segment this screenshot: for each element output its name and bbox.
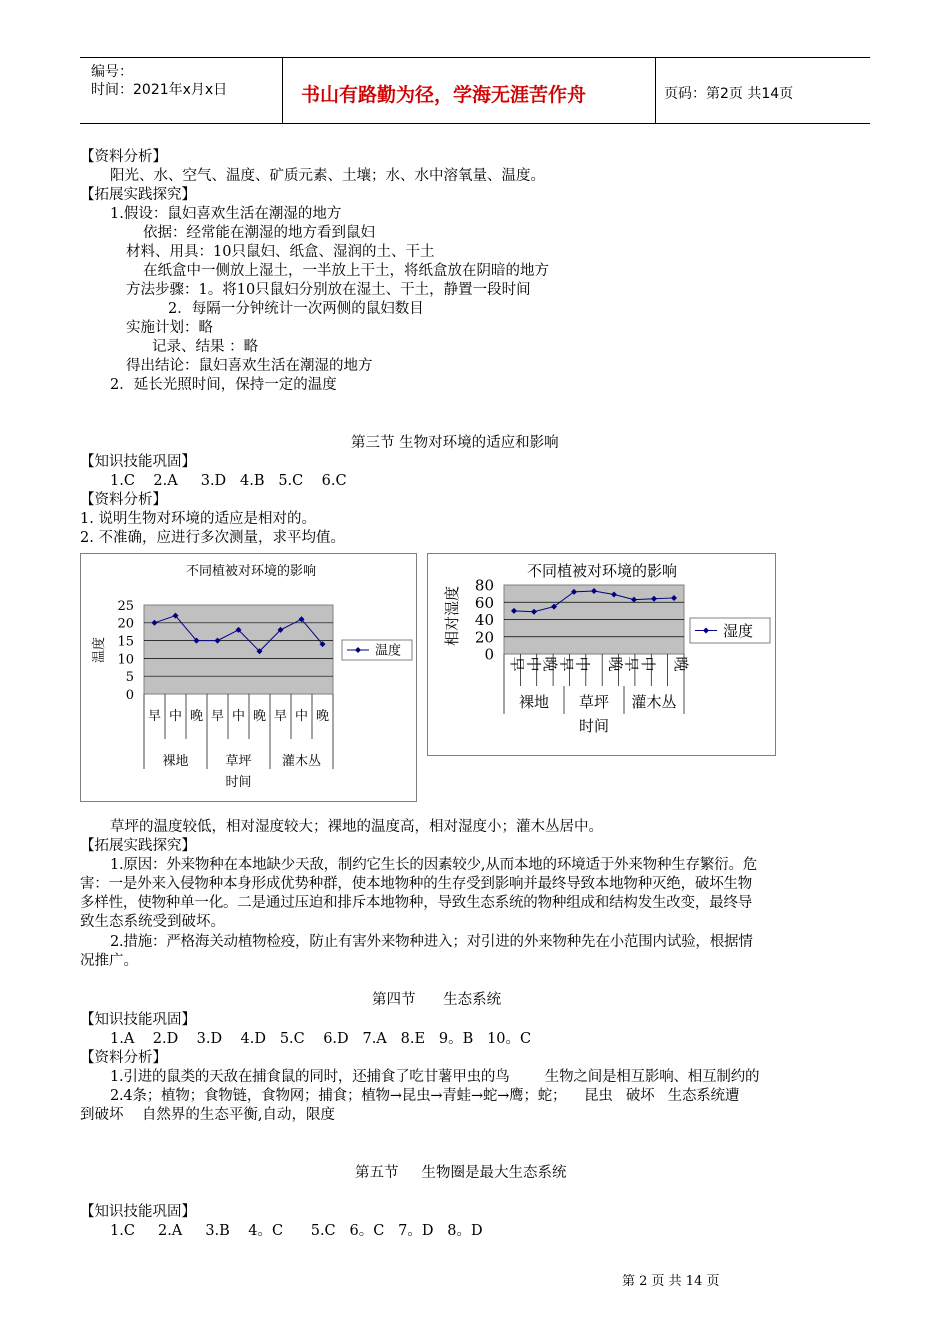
x-tick-label: 早: [210, 709, 225, 724]
answer-line: 1.A 2.D 3.D 4.D 5.C 6.D 7.A 8.E 9。B 10。C: [110, 1031, 532, 1047]
paragraph: 1.原因：外来物种在本地缺少天敌，制约它生长的因素较少,从而本地的环境适于外来物种生存繁衍。危: [110, 857, 758, 873]
section-title: 第五节 生物圈是最大生态系统: [355, 1165, 567, 1181]
temperature-chart: [80, 553, 417, 802]
x-tick-label: 中: [168, 709, 183, 724]
humidity-chart-svg: [428, 554, 775, 755]
legend-label: 湿度: [723, 621, 754, 640]
x-tick-label: 晚: [252, 709, 267, 724]
y-tick-label: 15: [117, 634, 134, 650]
x-tick-label: 晚: [606, 656, 625, 672]
section-heading: 【知识技能巩固】: [80, 1204, 196, 1220]
paragraph: 得出结论：鼠妇喜欢生活在潮湿的地方: [126, 358, 373, 374]
x-tick-label: 晚: [315, 709, 330, 724]
x-axis-label: 时间: [225, 775, 252, 790]
paragraph: 2. 不准确，应进行多次测量，求平均值。: [80, 530, 345, 546]
y-tick-label: 40: [474, 611, 494, 630]
x-tick-label: 早: [147, 709, 162, 724]
paragraph: 害：一是外来入侵物种本身形成优势种群，使本地物种的生存受到影响并最终导致本地物种灭绝，破坏生物: [80, 876, 753, 892]
page-footer: 第 2 页 共 14 页: [622, 1274, 720, 1289]
section-title: 第四节 生态系统: [372, 992, 502, 1008]
y-tick-label: 80: [474, 576, 494, 595]
paragraph: 1.假设：鼠妇喜欢生活在潮湿的地方: [110, 206, 342, 222]
section-title: 第三节 生物对环境的适应和影响: [351, 435, 559, 451]
x-tick-label: 晚: [671, 656, 690, 672]
paragraph: 1. 说明生物对环境的适应是相对的。: [80, 511, 316, 527]
header-number-label: 编号：: [91, 64, 133, 80]
chart-title: 不同植被对环境的影响: [526, 562, 678, 580]
x-axis-label: 时间: [578, 717, 610, 735]
section-heading: 【拓展实践探究】: [80, 187, 196, 203]
header-page-label: 页码：第2页 共14页: [664, 86, 794, 102]
paragraph: 记录、结果 ：略: [152, 339, 259, 355]
x-tick-label: 中: [231, 709, 246, 724]
x-group-label: 灌木丛: [631, 693, 677, 711]
paragraph: 草坪的温度较低，相对湿度较大；裸地的温度高，相对湿度小；灌木丛居中。: [110, 819, 603, 835]
y-tick-label: 10: [117, 652, 134, 668]
x-group-label: 灌木丛: [281, 754, 322, 769]
paragraph: 方法步骤：1。将10只鼠妇分别放在湿土、干土，静置一段时间: [126, 282, 531, 298]
x-tick-label: 中: [573, 656, 592, 672]
paragraph: 在纸盒中一侧放上湿土，一半放上干土，将纸盒放在阴暗的地方: [143, 263, 549, 279]
y-tick-label: 60: [474, 593, 494, 612]
paragraph: 1.引进的鼠类的天敌在捕食鼠的同时，还捕食了吃甘薯甲虫的鸟 生物之间是相互影响、相互制约的: [110, 1069, 760, 1085]
section-heading: 【拓展实践探究】: [80, 838, 196, 854]
y-tick-label: 0: [125, 687, 134, 703]
x-tick-label: 晚: [189, 709, 204, 724]
x-tick-label: 中: [294, 709, 309, 724]
header-motto: 书山有路勤为径，学海无涯苦作舟: [301, 84, 587, 106]
answer-line: 1.C 2.A 3.B 4。C 5.C 6。C 7。D 8。D: [110, 1223, 483, 1239]
plot-area: [144, 605, 333, 694]
header-time-label: 时间：2021年x月x日: [91, 82, 228, 98]
paragraph: 2.4条；植物；食物链，食物网；捕食；植物→昆虫→青蛙→蛇→鹰；蛇； 昆虫 破坏 生态系统遭: [110, 1088, 740, 1104]
x-tick-label: 中: [524, 656, 543, 672]
paragraph: 到破坏 自然界的生态平衡,自动，限度: [80, 1107, 336, 1123]
section-heading: 【资料分析】: [80, 149, 167, 165]
x-tick-label: 早: [273, 709, 288, 724]
paragraph: 依据：经常能在潮湿的地方看到鼠妇: [143, 225, 375, 241]
paragraph: 2．延长光照时间，保持一定的温度: [110, 377, 337, 393]
y-tick-label: 0: [484, 645, 494, 664]
x-group-label: 草坪: [225, 754, 252, 769]
legend-label: 温度: [375, 643, 402, 659]
paragraph: 致生态系统受到破坏。: [80, 914, 225, 930]
answer-line: 1.C 2.A 3.D 4.B 5.C 6.C: [110, 473, 347, 489]
section-heading: 【资料分析】: [80, 492, 167, 508]
chart-title: 不同植被对环境的影响: [185, 564, 317, 579]
paragraph: 多样性，使物种单一化。二是通过压迫和排斥本地物种，导致生态系统的物种组成和结构发生改变，最终导: [80, 895, 753, 911]
paragraph: 2.措施：严格海关动植物检疫，防止有害外来物种进入；对引进的外来物种先在小范围内试验，根据情: [110, 934, 753, 950]
paragraph: 阳光、水、空气、温度、矿质元素、土壤；水、水中溶氧量、温度。: [110, 168, 545, 184]
y-tick-label: 25: [117, 598, 134, 614]
x-group-label: 裸地: [162, 754, 189, 769]
header-divider-right: [655, 57, 656, 124]
section-heading: 【知识技能巩固】: [80, 454, 196, 470]
humidity-chart: [427, 553, 776, 756]
x-tick-label: 早: [622, 656, 641, 672]
y-tick-label: 5: [125, 670, 134, 686]
paragraph: 2．每隔一分钟统计一次两侧的鼠妇数目: [168, 301, 424, 317]
x-tick-label: 晚: [540, 656, 559, 672]
header-divider-left: [282, 57, 283, 124]
y-axis-label: 温度: [92, 636, 107, 664]
paragraph: 况推广。: [80, 953, 138, 969]
paragraph: 材料、用具：10只鼠妇、纸盒、湿润的土、干土: [126, 244, 435, 260]
paragraph: 实施计划：略: [126, 320, 213, 336]
header-top-rule: [80, 57, 870, 58]
y-tick-label: 20: [117, 616, 134, 632]
temperature-chart-svg: [81, 554, 416, 801]
x-group-label: 裸地: [518, 693, 550, 711]
section-heading: 【知识技能巩固】: [80, 1012, 196, 1028]
section-heading: 【资料分析】: [80, 1050, 167, 1066]
y-axis-label: 相对湿度: [443, 585, 461, 647]
header-bottom-rule: [80, 123, 870, 124]
y-tick-label: 20: [474, 628, 494, 647]
x-tick-label: 中: [639, 656, 658, 672]
x-tick-label: 早: [557, 656, 576, 672]
x-tick-label: 早: [508, 656, 527, 672]
x-group-label: 草坪: [578, 693, 610, 711]
